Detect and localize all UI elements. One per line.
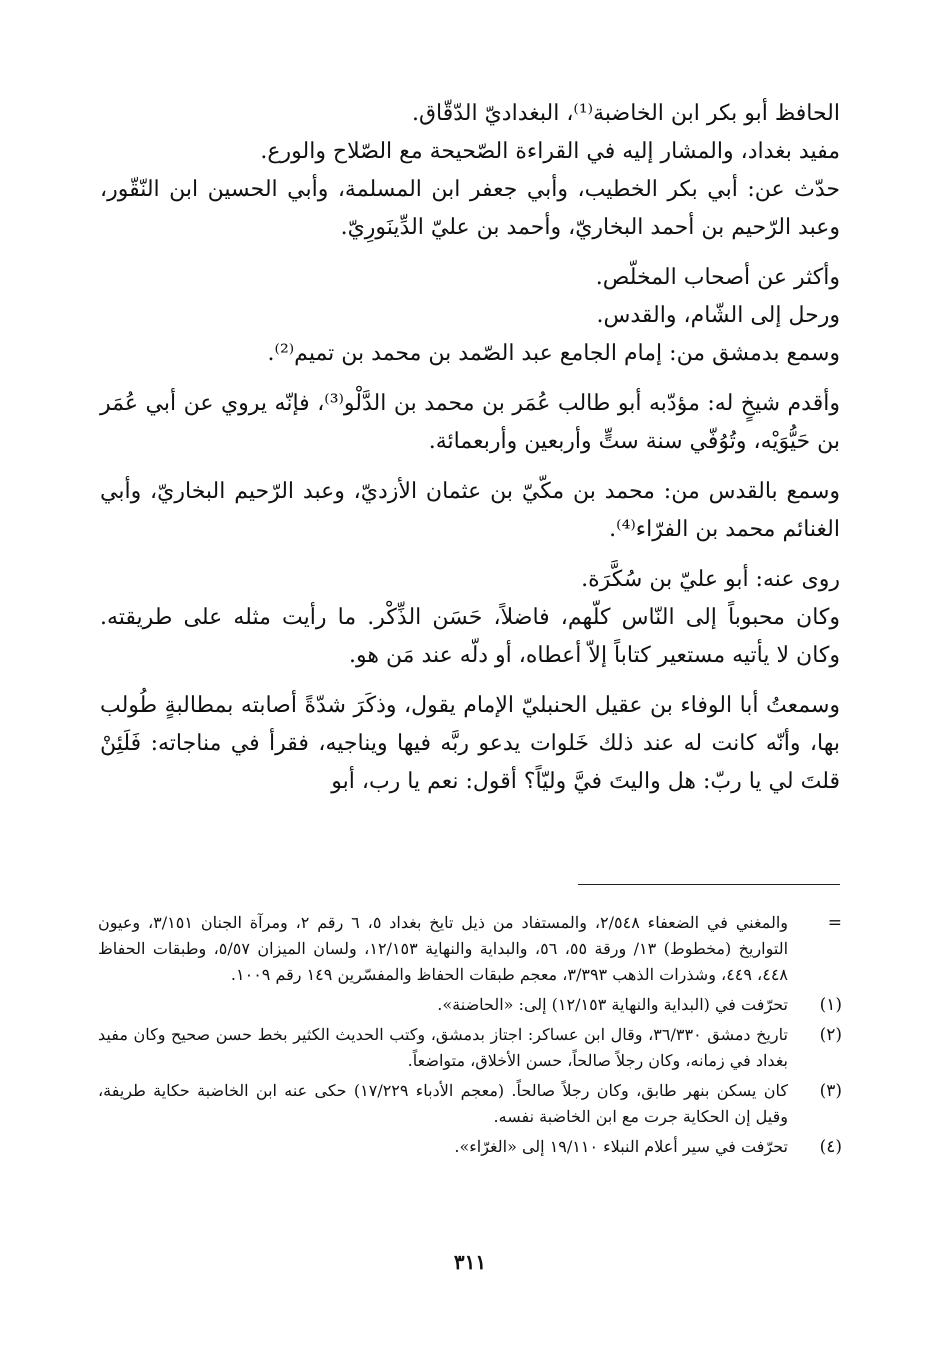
footnote-separator-rule xyxy=(578,884,840,885)
paragraph-ibn-aqil: وسمعتُ أبا الوفاء بن عقيل الحنبليّ الإمام يقول، وذكَرَ شدّةً أصابته بمطالبةٍ طُولب بها، وأنّه كانت له عند ذلك خَلوات يدعو ربَّه فيها ويناجيه، فقرأ في مناجاته: فَلَئِنْ قلتَ لي يا ربّ: هل واليتَ فيَّ وليّاً؟ أقول: نعم يا رب، أبو xyxy=(100,693,840,794)
paragraph-haddatha-an: حدّث عن: أبي بكر الخطيب، وأبي جعفر ابن المسلمة، وأبي الحسين ابن النّقّور، وعبد الرّحيم بن أحمد البخاريّ، وأحمد بن عليّ الدِّينَورِيّ. xyxy=(100,177,840,240)
footnote-2 xyxy=(98,1022,842,1074)
footnote-text: كان يسكن بنهر طابق، وكان رجلاً صالحاً. (معجم الأدباء ١٧/٢٢٩) حكى عنه ابن الخاضبة حكاية طريفة، وقيل إن الحكاية جرت مع ابن الخاضبة نفسه. xyxy=(98,1081,789,1126)
footnote-marker: (١) xyxy=(819,995,842,1015)
paragraph-akthara: وأكثر عن أصحاب المخلّص. xyxy=(595,265,840,290)
paragraph-aqdam-shaykh: وأقدم شيخٍ له: مؤدّبه أبو طالب عُمَر بن محمد بن الدَّلْو⁽³⁾، فإنّه يروي عن أبي عُمَر بن حَيُّوَيْه، وتُوُفّي سنة ستٍّ وأربعين وأربعمائة. xyxy=(100,391,840,454)
footnote-marker: (٢) xyxy=(819,1025,842,1045)
footnote-text: تحرّفت في (البداية والنهاية ١٢/١٥٣) إلى: «الحاضنة». xyxy=(437,995,788,1014)
footnote-text: والمغني في الضعفاء ٢/٥٤٨، والمستفاد من ذيل تايخ بغداد ٥، ٦ رقم ٢، ومرآة الجنان ٣/١٥١، وعيون التواريخ (مخطوط) ١٣/ ورقة ٥٥، ٥٦، والبداية والنهاية ١٢/١٥٣، ولسان الميزان ٥/٥٧، وطبقات الحفاظ ٤٤٨، ٤٤٩، وشذرات الذهب ٣/٣٩٣، معجم طبقات الحفاظ والمفسّرين ١٤٩ رقم ١٠٠٩. xyxy=(98,913,789,984)
paragraph-mufid-baghdad: مفيد بغداد، والمشار إليه في القراءة الصّحيحة مع الصّلاح والورع. xyxy=(260,139,840,164)
footnote-1 xyxy=(98,992,842,1018)
footnote-marker: = xyxy=(827,913,842,933)
page-number: ٣١١ xyxy=(453,1250,487,1274)
footnote-text: تحرّفت في سير أعلام النبلاء ١٩/١١٠ إلى «الغرّاء». xyxy=(454,1137,788,1156)
footnote-marker: (٣) xyxy=(819,1081,842,1101)
paragraph-samia-dimashq: وسمع بدمشق من: إمام الجامع عبد الصّمد بن محمد بن تميم⁽²⁾. xyxy=(267,341,840,366)
footnote-4 xyxy=(98,1134,842,1160)
paragraph-heading-line: الحافظ أبو بكر ابن الخاضبة⁽¹⁾، البغداديّ الدّقّاق. xyxy=(411,101,840,126)
paragraph-rawa-anhu: روى عنه: أبو عليّ بن سُكَّرَة. xyxy=(581,567,840,592)
footnote-3 xyxy=(98,1078,842,1130)
footnote-text: تاريخ دمشق ٣٦/٣٣٠، وقال ابن عساكر: اجتاز بدمشق، وكتب الحديث الكثير بخط حسن صحيح وكان مفيد بغداد في زمانه، وكان رجلاً صالحاً، حسن الأخلاق، متواضعاً. xyxy=(98,1025,788,1070)
paragraph-kana-mahbuban: وكان محبوباً إلى النّاس كلّهم، فاضلاً، حَسَن الذِّكْر. ما رأيت مثله على طريقته. وكان لا يأتيه مستعير كتاباً إلاّ أعطاه، أو دلّه عند مَن هو. xyxy=(100,605,840,668)
paragraph-rahala: ورحل إلى الشّام، والقدس. xyxy=(596,303,840,328)
footnote-continuation xyxy=(98,910,842,988)
main-text-block xyxy=(100,95,840,801)
footnotes-block xyxy=(98,910,842,1164)
paragraph-samia-quds: وسمع بالقدس من: محمد بن مكّيّ بن عثمان الأزديّ، وعبد الرّحيم البخاريّ، وأبي الغنائم محمد بن الفرّاء⁽⁴⁾. xyxy=(100,479,840,542)
footnote-marker: (٤) xyxy=(819,1137,842,1157)
